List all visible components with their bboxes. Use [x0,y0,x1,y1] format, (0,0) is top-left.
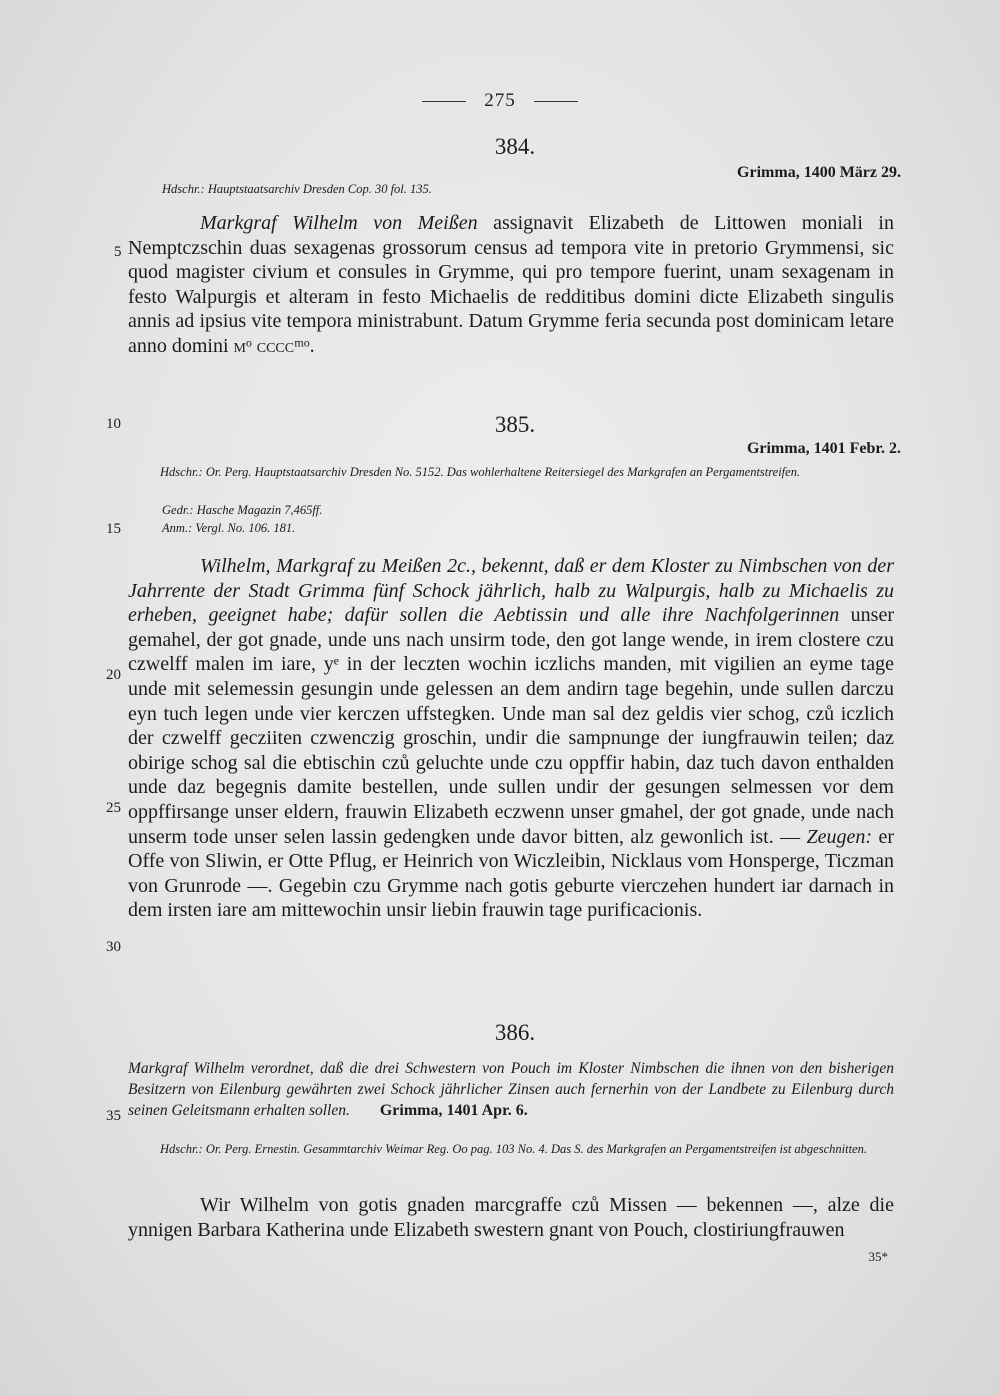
doc-386-regest-text: Markgraf Wilhelm verordnet, daß die drei Schwestern von Pouch im Kloster Nimbschen die ihnen von den bisherigen Besitzern von Eilenburg gewährten zwei Schock jährlicher Zinsen auch fernerhin von der Landbete zu Eilenburg durch seinen Geleitsmann erhalten sollen. [128,1060,894,1119]
doc-385-note-source: Hdschr.: Or. Perg. Hauptstaatsarchiv Dresden No. 5152. Das wohlerhaltene Reitersiegel des Markgrafen an Pergamentstreifen. [160,465,801,479]
line-number-5: 5 [114,244,122,260]
line-number-25: 25 [106,800,121,816]
doc-number-384: 384. [494,134,536,159]
doc-386-source: Hdschr.: Or. Perg. Ernestin. Gesammtarchiv Weimar Reg. Oo pag. 103 No. 4. Das S. des Markgrafen an Pergamentstreifen ist abgeschnitten. [160,1142,867,1156]
page-header [0,90,1000,112]
line-number-30: 30 [106,939,121,955]
doc-385-note-print: Gedr.: Hasche Magazin 7,465ff. [162,503,323,517]
doc-386-regest [128,1058,894,1121]
doc-384-date: mᵒ ccccᵐᵒ [233,334,310,357]
doc-385-note-remark: Anm.: Vergl. No. 106. 181. [162,521,296,535]
doc-384-place-date: Grimma, 1400 März 29. [737,164,901,181]
doc-385-body-end: er Offe von Sliwin, er Otte Pflug, er Heinrich von Wiczleibin, Nicklaus vom Honsperge, Ticzman von Grunrode —. Gegebin czu Grymme nach gotis geburte vierczehen hundert iar darnach in dem irsten iare am mittewochin unsir liebin frauwin tage purificacionis. [128,825,894,922]
doc-384-text [128,211,894,359]
doc-386-place-date: Grimma, 1401 Apr. 6. [379,1102,528,1119]
doc-384-source: Hdschr.: Hauptstaatsarchiv Dresden Cop. 30 fol. 135. [162,182,432,196]
signature-mark: 35* [868,1249,888,1264]
doc-384-end: . [309,334,315,357]
header-rule-left [422,101,466,102]
line-number-35: 35 [106,1108,121,1124]
line-number-10: 10 [106,416,121,432]
doc-384-lead: Markgraf Wilhelm von Meißen [200,212,478,234]
doc-385-body: unser gemahel, der got gnade, unde uns nach unsirm tode, den got lange wende, in irem clostere czu czwelff malen im iare, yᵉ in der leczten wochin iczlichs manden, mit vigilien an eyme tage unde mit selemessin gesungin unde gelessen an dem andirn tage begehin, unde sullen darczu eyn tuch legen unde vier kerczen uffstegken. Unde man sal dez geldis vier schog, czů iczlich der czwelff gecziiten czwenczig groschin, undir die sampnunge der iungfrauwin teilen; daz obirige schog sal die ebtischin czů geluchte unde czu oppffir habin, daz tuch davon enthalden unde daz begegnis damite bestellen, unde sullen undir der gesungen selmessen vor dem oppffirsange unser eldern, frauwin Elizabeth eczwenn unser gmahel, der got gnade, unde nach unserm tode unser selen lassin gedengken unde davor bitten, alz gewonlich ist. — [128,604,894,848]
doc-386-text: Wir Wilhelm von gotis gnaden marcgraffe czů Missen — bekennen —, alze die ynnigen Barbara Katherina unde Elizabeth swestern gnant von Pouch, clostiriungfrauwen [128,1194,894,1241]
doc-385-text [128,554,894,923]
doc-385-regest: Wilhelm, Markgraf zu Meißen 2c., bekennt, daß er dem Kloster zu Nimbschen von der Jahrrente der Stadt Grimma fünf Schock jährlich, halb zu Walpurgis, halb zu Michaelis zu erheben, geeignet habe; dafür sollen die Aebtissin und alle ihre Nachfolgerinnen [128,555,894,627]
header-rule-right [534,101,578,102]
doc-384-body: assignavit Elizabeth de Littowen moniali in Nemptczschin duas sexagenas grossorum census ad tempora vite in pretorio Grymmensi, sic quod magister civium et consules in Grymme, qui pro tempore fuerint, unam sexagenam in festo Walpurgis et alteram in festo Michaelis de redditibus domini dicte Elizabeth singulis annis ad ipsius vite tempora ministrabunt. Datum Grymme feria secunda post dominicam letare anno domini [128,212,894,357]
doc-385-place-date: Grimma, 1401 Febr. 2. [746,440,901,457]
page-number: 275 [484,90,516,111]
doc-number-385: 385. [494,412,536,437]
line-number-20: 20 [106,667,121,683]
doc-385-witness-label: Zeugen: [806,825,873,848]
line-number-15: 15 [106,521,121,537]
doc-number-386: 386. [494,1020,536,1045]
